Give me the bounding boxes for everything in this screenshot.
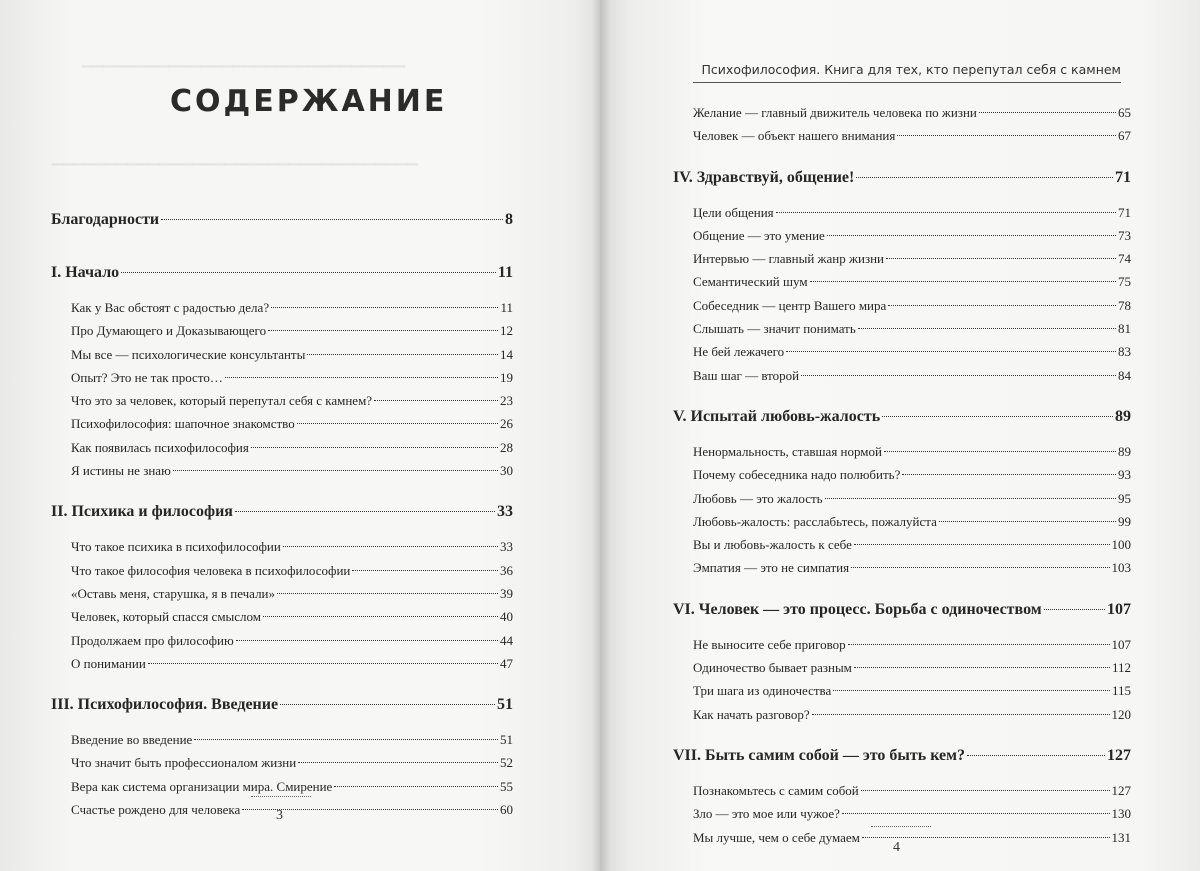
toc-section-entry [51,535,513,558]
toc-chapter-entry [673,738,1131,774]
toc-entry-title: Желание — главный движитель человека по жизни [693,105,977,120]
toc-entry-page: 89 [1118,443,1131,459]
toc-entry-title: Не выносите себе приговор [693,636,846,652]
toc-section-entry [673,802,1131,825]
chapter-spacer [673,387,1131,399]
toc-entry-title: Общение — это умение [693,227,825,243]
toc-entry-title: Вера как система организации мира. Смирение [71,778,333,794]
toc-entry-page: 26 [500,416,513,432]
toc-leader-dots [861,790,1110,791]
book-gutter [592,0,610,871]
toc-leader-dots [856,177,1113,178]
toc-leader-dots [854,667,1110,668]
toc-entry-page: 100 [1111,537,1131,553]
toc-entry-title: Что это за человек, который перепутал себя с камнем? [71,393,373,409]
folio-rule [871,826,931,827]
toc-section-entry [673,679,1131,702]
toc-section-entry [51,605,513,628]
toc-chapter-entry [51,687,513,723]
toc-leader-dots [897,135,1116,136]
toc-entry-page: 83 [1118,344,1131,360]
toc-entry-page: 8 [505,211,513,228]
toc-leader-dots [121,272,496,273]
toc-entry-page: 33 [497,503,513,521]
toc-entry-page: 115 [1111,683,1131,699]
toc-entry-title: VII. Быть самим собой — это быть кем? [673,746,966,764]
toc-leader-dots [858,328,1116,329]
toc-entry-title: Семантический шум [693,274,808,290]
toc-leader-dots [842,813,1110,814]
chapter-spacer [51,482,513,494]
toc-entry-page: 19 [500,369,513,385]
toc-entry-title: Счастье рождено для человека [71,802,241,818]
toc-entry-page: 65 [1118,105,1131,120]
toc-entry-title: Познакомьтесь с самим собой [693,782,859,798]
toc-entry-page: 28 [500,439,513,455]
toc-leader-dots [271,307,498,308]
bleed-through-text: ▁▁▁▁▁▁▁▁▁▁▁▁▁▁▁▁▁▁▁▁▁▁▁▁▁▁▁▁▁▁▁▁▁▁ [52,151,419,166]
toc-entry-title: Зло — это мое или чужое? [693,806,840,822]
toc-entry-page: 78 [1118,297,1131,313]
toc-entry-title: Я истины не знаю [71,463,171,479]
folio-rule [251,796,311,797]
toc-leader-dots [833,690,1110,691]
toc-leader-dots [236,640,498,641]
toc-entry-title: Введение во введение [71,732,193,748]
toc-entry-title: Ваш шаг — второй [693,367,800,383]
toc-entry-title: I. Начало [51,264,120,281]
toc-entry-page: 44 [500,632,513,648]
bleed-through-text: ▁▁▁▁▁▁▁▁▁▁▁▁▁▁▁▁▁▁▁▁▁▁▁▁▁▁▁▁▁▁ [82,53,405,68]
toc-entry-page: 95 [1118,490,1131,506]
toc-entry-page: 51 [500,732,513,748]
toc-chapter-entry [51,494,513,530]
toc-leader-dots [827,235,1116,236]
toc-section-entry [51,389,513,412]
toc-entry-title: Три шага из одиночества [693,683,832,699]
toc-entry-page: 36 [500,562,513,578]
toc-entry-title: Продолжаем про философию [71,632,234,648]
toc-leader-dots [225,377,498,378]
toc-left-list [51,202,513,821]
toc-entry-title: Как у Вас обстоят с радостью дела? [71,300,270,315]
toc-leader-dots [848,644,1110,645]
page-number-right: 4 [893,840,900,855]
toc-leader-dots [297,423,498,424]
toc-entry-page: 89 [1115,407,1131,425]
toc-leader-dots [776,212,1116,213]
toc-entry-title: VI. Человек — это процесс. Борьба с одиночеством [673,600,1042,618]
toc-section-entry [51,751,513,774]
toc-section-entry [673,703,1131,726]
toc-entry-page: 60 [500,802,513,818]
toc-section-entry [673,779,1131,802]
toc-entry-title: О понимании [71,655,146,671]
toc-leader-dots [854,544,1110,545]
chapter-spacer [51,243,513,255]
chapter-spacer [673,148,1131,160]
toc-section-entry [673,364,1131,387]
toc-entry-page: 52 [500,755,513,771]
toc-entry-page: 120 [1111,706,1131,722]
toc-leader-dots [352,570,498,571]
toc-entry-page: 51 [497,696,513,714]
toc-entry-page: 30 [500,463,513,479]
toc-entry-title: «Оставь меня, старушка, я в печали» [71,585,276,601]
toc-entry-page: 55 [500,778,513,794]
toc-section-entry [673,533,1131,556]
toc-entry-page: 67 [1118,128,1131,144]
toc-section-entry [673,201,1131,224]
toc-leader-dots [268,330,498,331]
toc-entry-title: Как появилась психофилософия [71,439,249,455]
chapter-spacer [51,675,513,687]
toc-entry-title: Ненормальность, ставшая нормой [693,443,882,459]
toc-section-entry [51,366,513,389]
toc-entry-title: Почему собеседника надо полюбить? [693,467,901,483]
toc-section-entry [673,340,1131,363]
toc-entry-page: 112 [1111,660,1131,676]
toc-entry-title: Не бей лежачего [693,344,785,360]
toc-leader-dots [967,755,1105,756]
toc-entry-page: 12 [500,323,513,339]
toc-entry-page: 40 [500,609,513,625]
toc-leader-dots [374,400,498,401]
toc-entry-title: Собеседник — центр Вашего мира [693,297,887,313]
toc-leader-dots [979,112,1116,113]
toc-entry-page: 14 [500,346,513,362]
toc-section-entry [673,463,1131,486]
toc-section-entry [673,556,1131,579]
toc-entry-title: Человек — объект нашего внимания [693,128,896,144]
toc-section-entry [673,656,1131,679]
toc-section-entry [51,343,513,366]
toc-leader-dots [194,739,498,740]
toc-chapter-entry [673,160,1131,196]
toc-entry-title: Про Думающего и Доказывающего [71,323,267,339]
toc-section-entry [51,582,513,605]
toc-chapter-entry [51,255,513,291]
toc-entry-page: 11 [500,300,513,315]
toc-leader-dots [148,663,498,664]
toc-leader-dots [786,351,1116,352]
toc-entry-page: 71 [1118,204,1131,220]
toc-entry-title: IV. Здравствуй, общение! [673,168,855,186]
toc-entry-title: Любовь — это жалость [693,490,823,506]
toc-entry-title: Мы все — психологические консультанты [71,346,306,362]
toc-section-entry [51,652,513,675]
toc-leader-dots [939,521,1116,522]
toc-entry-title: Благодарности [51,211,160,228]
toc-leader-dots [882,416,1113,417]
toc-entry-page: 23 [500,393,513,409]
toc-entry-page: 11 [497,264,513,281]
toc-leader-dots [825,498,1116,499]
toc-right-list [673,101,1131,849]
toc-section-entry [51,319,513,342]
toc-section-entry [673,247,1131,270]
toc-entry-page: 74 [1118,251,1131,267]
toc-leader-dots [251,447,498,448]
toc-entry-title: Любовь-жалость: расслабьтесь, пожалуйста [693,513,937,529]
toc-section-entry [51,412,513,435]
toc-leader-dots [280,704,495,705]
toc-entry-title: II. Психика и философия [51,503,233,521]
toc-entry-page: 103 [1111,560,1131,576]
toc-entry-page: 71 [1115,168,1131,186]
toc-leader-dots [1044,609,1105,610]
toc-chapter-entry [673,592,1131,628]
toc-entry-title: Интервью — главный жанр жизни [693,251,884,267]
contents-title: СОДЕРЖАНИЕ [170,84,448,119]
toc-leader-dots [334,786,498,787]
chapter-spacer [673,580,1131,592]
toc-entry-title: Человек, который спасся смыслом [71,609,262,625]
page-number-left: 3 [276,808,283,823]
right-page [600,0,1200,871]
toc-leader-dots [812,714,1110,715]
toc-entry-page: 130 [1111,806,1131,822]
toc-entry-page: 99 [1118,513,1131,529]
toc-entry-title: Что такое психика в психофилософии [71,539,281,555]
toc-leader-dots [886,258,1116,259]
toc-entry-title: Как начать разговор? [693,706,810,722]
toc-entry-title: Одиночество бывает разным [693,660,852,676]
toc-leader-dots [862,837,1110,838]
toc-section-entry [673,124,1131,147]
toc-section-entry [673,440,1131,463]
toc-entry-title: Психофилософия: шапочное знакомство [71,416,295,432]
toc-entry-page: 107 [1107,600,1131,618]
toc-entry-page: 107 [1111,636,1131,652]
toc-leader-dots [884,451,1116,452]
toc-section-entry [673,633,1131,656]
toc-entry-title: Эмпатия — это не симпатия [693,560,850,576]
toc-entry-page: 127 [1107,746,1131,764]
toc-leader-dots [810,281,1116,282]
toc-entry-page: 127 [1111,782,1131,798]
toc-entry-title: Мы лучше, чем о себе думаем [693,829,860,845]
toc-section-entry [673,294,1131,317]
toc-entry-page: 73 [1118,227,1131,243]
toc-leader-dots [173,470,498,471]
toc-leader-dots [235,511,495,512]
toc-entry-page: 39 [500,585,513,601]
toc-section-entry [673,101,1131,124]
toc-section-entry [673,487,1131,510]
toc-section-entry [51,629,513,652]
toc-entry-title: Что значит быть профессионалом жизни [71,755,297,771]
toc-section-entry [51,436,513,459]
toc-leader-dots [298,762,498,763]
toc-leader-dots [902,474,1116,475]
toc-entry-title: Цели общения [693,204,774,220]
toc-section-entry [673,826,1131,849]
toc-leader-dots [307,354,498,355]
toc-entry-title: Что такое философия человека в психофилософии [71,562,351,578]
toc-leader-dots [161,219,503,220]
toc-entry-title: III. Психофилософия. Введение [51,696,279,714]
chapter-spacer [673,726,1131,738]
toc-leader-dots [277,593,498,594]
toc-entry-page: 33 [500,539,513,555]
toc-leader-dots [283,546,498,547]
toc-entry-page: 84 [1118,367,1131,383]
toc-section-entry [673,270,1131,293]
toc-entry-page: 81 [1118,321,1131,337]
toc-chapter-entry [673,399,1131,435]
toc-entry-page: 131 [1111,829,1131,845]
toc-section-entry [673,510,1131,533]
toc-section-entry [51,559,513,582]
toc-entry-title: Слышать — значит понимать [693,321,856,337]
toc-leader-dots [851,567,1109,568]
toc-section-entry [51,459,513,482]
toc-chapter-entry [51,202,513,238]
toc-section-entry [51,728,513,751]
toc-section-entry [51,296,513,319]
toc-section-entry [673,317,1131,340]
toc-entry-title: Вы и любовь-жалость к себе [693,537,852,553]
toc-section-entry [51,775,513,798]
toc-leader-dots [888,305,1116,306]
toc-entry-page: 93 [1118,467,1131,483]
toc-entry-page: 75 [1118,274,1131,290]
toc-entry-title: Опыт? Это не так просто… [71,369,223,385]
toc-section-entry [673,224,1131,247]
running-head: Психофилософия. Книга для тех, кто перепутал себя с камнем [693,62,1121,83]
toc-entry-title: V. Испытай любовь-жалость [673,407,881,425]
toc-leader-dots [263,616,498,617]
toc-entry-page: 47 [500,655,513,671]
toc-leader-dots [801,375,1116,376]
